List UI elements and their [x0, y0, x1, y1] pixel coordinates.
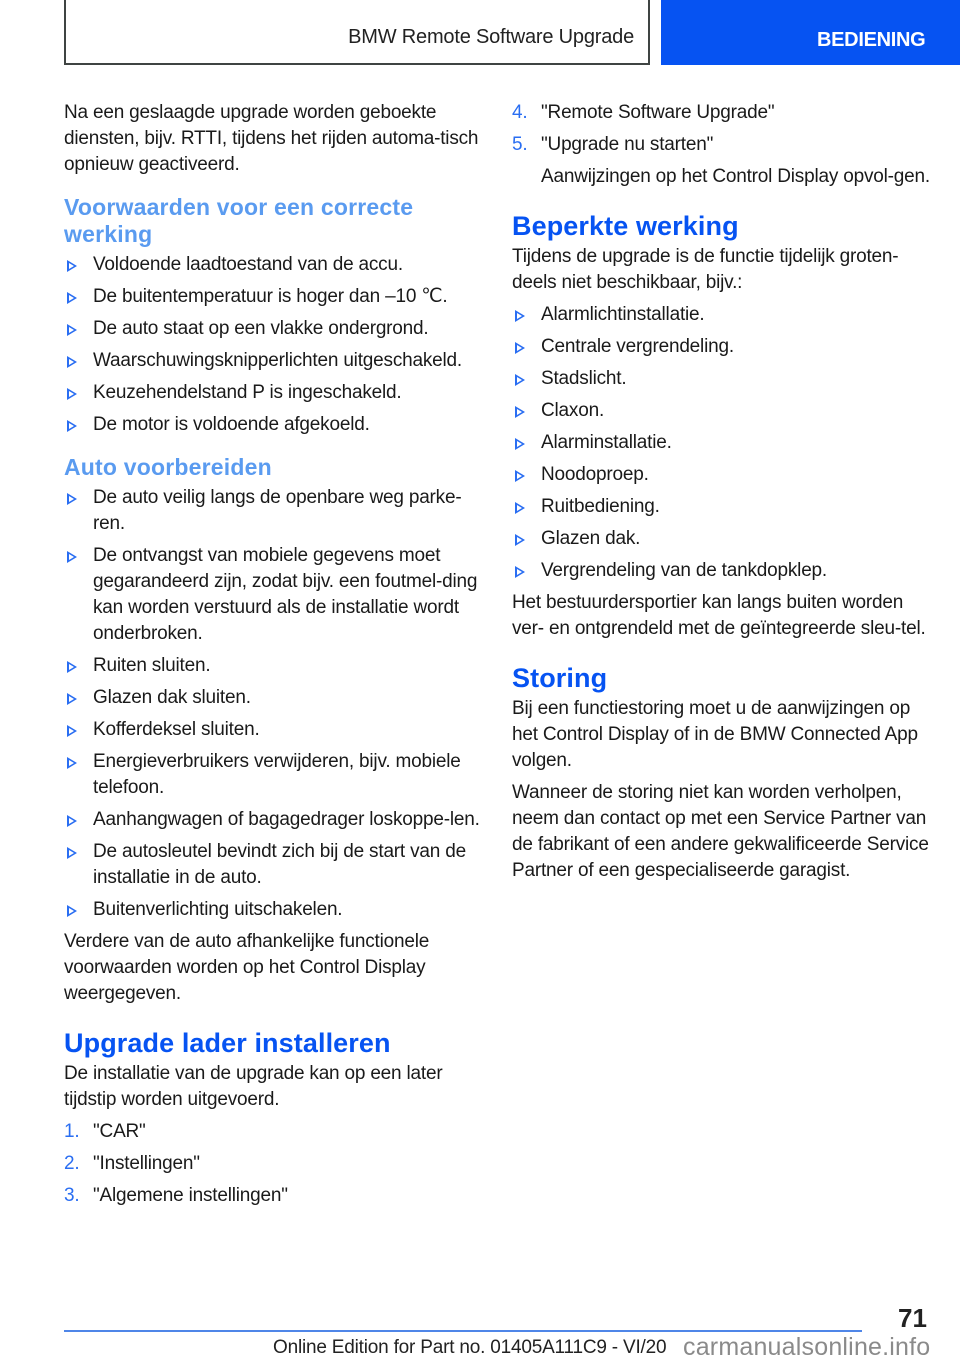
prepare-heading: Auto voorbereiden — [64, 454, 272, 480]
prepare-list — [64, 485, 484, 923]
triangle-bullet-icon — [515, 502, 525, 514]
limited-note: Het bestuurdersportier kan langs buiten worden ver- en ontgrendeld met de geïntegreerde sleu-tel. — [512, 592, 926, 639]
list-item: Kofferdeksel sluiten. — [64, 717, 484, 743]
triangle-bullet-icon — [67, 661, 77, 673]
install-heading: Upgrade lader installeren — [64, 1028, 391, 1058]
list-item: Glazen dak sluiten. — [64, 685, 484, 711]
triangle-bullet-icon — [67, 260, 77, 272]
fault-heading: Storing — [512, 663, 608, 693]
list-item: Centrale vergrendeling. — [512, 334, 932, 360]
triangle-bullet-icon — [67, 551, 77, 563]
right-column — [512, 100, 932, 890]
step-item: 5. "Upgrade nu starten" Aanwijzingen op het Control Display opvol-gen. — [512, 132, 932, 190]
watermark: carmanualsonline.info — [683, 1333, 931, 1361]
triangle-bullet-icon — [67, 815, 77, 827]
step-note: Aanwijzingen op het Control Display opvol-gen. — [541, 166, 930, 187]
step-item: 4. "Remote Software Upgrade" — [512, 100, 932, 126]
install-intro: De installatie van de upgrade kan op een later tijdstip worden uitgevoerd. — [64, 1063, 443, 1110]
limited-list — [512, 302, 932, 584]
section-tab — [661, 0, 960, 65]
list-item: De ontvangst van mobiele gegevens moet gegarandeerd zijn, zodat bijv. een foutmel-ding kan worden verstuurd als de installatie wordt onderbroken. — [64, 543, 484, 647]
triangle-bullet-icon — [515, 438, 525, 450]
triangle-bullet-icon — [67, 356, 77, 368]
list-item: Glazen dak. — [512, 526, 932, 552]
list-item: Alarmlichtinstallatie. — [512, 302, 932, 328]
triangle-bullet-icon — [67, 493, 77, 505]
step-number: 4. — [512, 102, 528, 123]
triangle-bullet-icon — [67, 292, 77, 304]
step-number: 1. — [64, 1121, 80, 1142]
fault-paragraph-1: Bij een functiestoring moet u de aanwijzingen op het Control Display of in de BMW Connected App volgen. — [512, 698, 918, 771]
triangle-bullet-icon — [67, 757, 77, 769]
chapter-header-box — [64, 0, 650, 65]
triangle-bullet-icon — [67, 388, 77, 400]
limited-intro: Tijdens de upgrade is de functie tijdelijk groten-deels niet beschikbaar, bijv.: — [512, 246, 899, 293]
list-item: Alarminstallatie. — [512, 430, 932, 456]
footer-divider — [64, 1330, 862, 1332]
list-item: Noodoproep. — [512, 462, 932, 488]
page-number: 71 — [898, 1303, 927, 1333]
list-item: De auto staat op een vlakke ondergrond. — [64, 316, 484, 342]
list-item: De auto veilig langs de openbare weg parke-ren. — [64, 485, 484, 537]
triangle-bullet-icon — [515, 342, 525, 354]
fault-paragraph-2: Wanneer de storing niet kan worden verholpen, neem dan contact op met een Service Partner van de fabrikant of een andere gekwalificeerde Service Partner of een gespecialiseerde garagist. — [512, 782, 929, 881]
triangle-bullet-icon — [515, 566, 525, 578]
triangle-bullet-icon — [515, 310, 525, 322]
list-item: Ruitbediening. — [512, 494, 932, 520]
install-steps — [64, 1119, 484, 1209]
step-item: 1. "CAR" — [64, 1119, 484, 1145]
list-item: Aanhangwagen of bagagedrager loskoppe-len. — [64, 807, 484, 833]
step-number: 2. — [64, 1153, 80, 1174]
triangle-bullet-icon — [67, 847, 77, 859]
triangle-bullet-icon — [67, 725, 77, 737]
triangle-bullet-icon — [67, 693, 77, 705]
left-column — [64, 100, 484, 1215]
conditions-heading: Voorwaarden voor een correcte werking — [64, 194, 414, 247]
list-item: Stadslicht. — [512, 366, 932, 392]
section-tab-label: BEDIENING — [817, 29, 926, 51]
list-item: Vergrendeling van de tankdopklep. — [512, 558, 932, 584]
chapter-title: BMW Remote Software Upgrade — [348, 26, 634, 48]
step-item: 3. "Algemene instellingen" — [64, 1183, 484, 1209]
triangle-bullet-icon — [515, 534, 525, 546]
list-item: Keuzehendelstand P is ingeschakeld. — [64, 380, 484, 406]
triangle-bullet-icon — [67, 324, 77, 336]
triangle-bullet-icon — [515, 374, 525, 386]
list-item: Energieverbruikers verwijderen, bijv. mobiele telefoon. — [64, 749, 484, 801]
triangle-bullet-icon — [515, 406, 525, 418]
list-item: Ruiten sluiten. — [64, 653, 484, 679]
list-item: Waarschuwingsknipperlichten uitgeschakeld. — [64, 348, 484, 374]
intro-paragraph: Na een geslaagde upgrade worden geboekte diensten, bijv. RTTI, tijdens het rijden automa-tisch opnieuw geactiveerd. — [64, 102, 479, 175]
step-number: 5. — [512, 134, 528, 155]
conditions-list — [64, 252, 484, 438]
prepare-note: Verdere van de auto afhankelijke functionele voorwaarden worden op het Control Display weergegeven. — [64, 931, 430, 1004]
install-steps-continued — [512, 100, 932, 190]
step-item: 2. "Instellingen" — [64, 1151, 484, 1177]
limited-heading: Beperkte werking — [512, 211, 739, 241]
list-item: Voldoende laadtoestand van de accu. — [64, 252, 484, 278]
list-item: De motor is voldoende afgekoeld. — [64, 412, 484, 438]
triangle-bullet-icon — [67, 905, 77, 917]
edition-text: Online Edition for Part no. 01405A111C9 - VI/20 — [273, 1337, 667, 1358]
list-item: Claxon. — [512, 398, 932, 424]
triangle-bullet-icon — [515, 470, 525, 482]
triangle-bullet-icon — [67, 420, 77, 432]
list-item: Buitenverlichting uitschakelen. — [64, 897, 484, 923]
list-item: De autosleutel bevindt zich bij de start van de installatie in de auto. — [64, 839, 484, 891]
list-item: De buitentemperatuur is hoger dan –10 ℃. — [64, 284, 484, 310]
step-number: 3. — [64, 1185, 80, 1206]
